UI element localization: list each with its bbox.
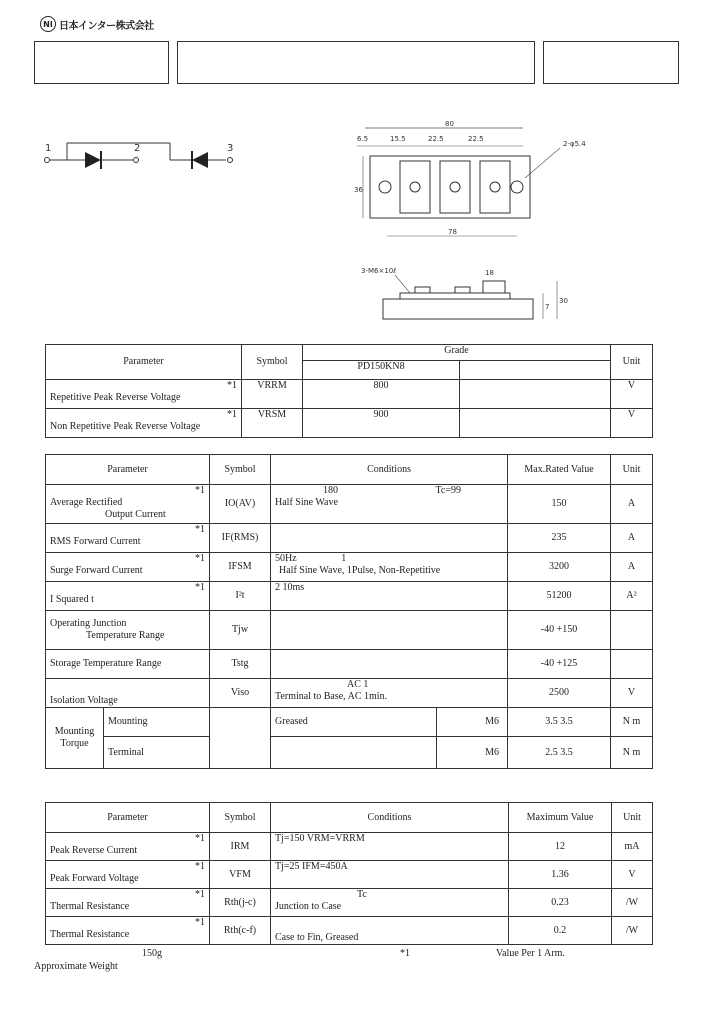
row-symbol: Viso xyxy=(210,679,271,708)
dim-total: 80 xyxy=(445,120,454,128)
pin-2-label: 2 xyxy=(134,143,141,154)
torque-part: Mounting xyxy=(104,708,210,737)
company-name: 日本インター株式会社 xyxy=(59,20,154,32)
row-value: 2500 xyxy=(508,679,611,708)
row-parameter: Surge Forward Current xyxy=(50,565,143,576)
row-unit: V xyxy=(611,380,653,409)
voltage-ratings-table xyxy=(45,344,653,438)
pin-2-terminal xyxy=(134,158,139,163)
row-value: -40 +125 xyxy=(508,650,611,679)
voltage-header-unit: Unit xyxy=(611,345,653,380)
table-row xyxy=(46,708,653,737)
ratings-header-unit: Unit xyxy=(611,455,653,485)
row-unit: A xyxy=(611,485,653,524)
table-row xyxy=(46,611,653,650)
row-mark: *1 xyxy=(227,409,237,420)
row-value: 150 xyxy=(508,485,611,524)
pin-1-terminal xyxy=(45,158,50,163)
row-value: 1.36 xyxy=(509,861,612,889)
row-value: 235 xyxy=(508,524,611,553)
table-row xyxy=(46,485,653,524)
row-condition-1: 2 10ms xyxy=(275,582,305,593)
row-condition-2: Half Sine Wave xyxy=(275,497,338,508)
row-condition-1b: 1 xyxy=(341,553,347,564)
table-row xyxy=(46,650,653,679)
table-row xyxy=(46,524,653,553)
row-value: 3200 xyxy=(508,553,611,582)
dim-d2: 15.5 xyxy=(390,135,406,143)
ratings-header-value: Max.Rated Value xyxy=(508,455,611,485)
torque-size: M6 xyxy=(437,737,508,769)
dim-h2: 7 xyxy=(545,303,550,311)
row-value: -40 +150 xyxy=(508,611,611,650)
row-condition: Tj=150 VRM=VRRM xyxy=(275,833,365,844)
row-symbol: Rth(c-f) xyxy=(210,917,271,945)
table-row xyxy=(46,582,653,611)
ratings-header-parameter: Parameter xyxy=(46,455,210,485)
table-row xyxy=(46,889,653,917)
row-mark: *1 xyxy=(195,889,205,900)
row-mark: *1 xyxy=(195,582,206,593)
package-base xyxy=(383,299,533,319)
row-parameter: Thermal Resistance xyxy=(50,901,130,912)
row-condition-1: 50Hz xyxy=(275,553,297,564)
row-parameter: Storage Temperature Range xyxy=(50,658,162,669)
row-condition: Junction to Case xyxy=(275,901,342,912)
row-symbol: Tjw xyxy=(210,611,271,650)
row-parameter: I Squared t xyxy=(50,594,94,605)
row-condition-2: Half Sine Wave, 1Pulse, Non-Repetitive xyxy=(279,565,441,576)
row-value: 0.23 xyxy=(509,889,612,917)
row-mark: *1 xyxy=(195,524,206,535)
row-parameter: Operating Junction xyxy=(50,618,127,629)
dim-screw: 3-M6×10ℓ xyxy=(361,267,397,275)
torque-part: Terminal xyxy=(104,737,210,769)
ratings-header-conditions: Conditions xyxy=(271,455,508,485)
header-box-left xyxy=(34,41,169,84)
row-parameter: Repetitive Peak Reverse Voltage xyxy=(50,392,181,403)
elec-header-conditions: Conditions xyxy=(271,803,509,833)
torque-condition xyxy=(271,737,437,769)
row-symbol: IO(AV) xyxy=(210,485,271,524)
row-parameter: RMS Forward Current xyxy=(50,536,141,547)
elec-header-unit: Unit xyxy=(612,803,653,833)
row-condition-1b: Tc=99 xyxy=(435,485,462,496)
package-side-view xyxy=(355,265,575,327)
row-symbol: VRRM xyxy=(242,380,303,409)
row-unit: V xyxy=(611,409,653,438)
row-condition-1: AC 1 xyxy=(347,679,369,690)
row-parameter: Peak Forward Voltage xyxy=(50,873,139,884)
voltage-header-parameter: Parameter xyxy=(46,345,242,380)
voltage-header-symbol: Symbol xyxy=(242,345,303,380)
row-value: 51200 xyxy=(508,582,611,611)
elec-header-value: Maximum Value xyxy=(509,803,612,833)
row-mark: *1 xyxy=(195,553,206,564)
row-condition-1: 180 xyxy=(323,485,339,496)
table-row xyxy=(46,917,653,945)
table-row xyxy=(46,380,653,409)
row-mark: *1 xyxy=(195,917,205,928)
row-symbol: IF(RMS) xyxy=(210,524,271,553)
row-symbol: IRM xyxy=(210,833,271,861)
table-row xyxy=(46,861,653,889)
torque-size: M6 xyxy=(437,708,508,737)
dim-h3: 30 xyxy=(559,297,568,305)
row-unit: A xyxy=(611,553,653,582)
torque-condition: Greased xyxy=(271,708,437,737)
row-condition: Tj=25 IFM=450A xyxy=(275,861,348,872)
torque-label-2: Torque xyxy=(60,738,89,749)
dim-h1: 18 xyxy=(485,269,494,277)
torque-value: 3.5 3.5 xyxy=(508,708,611,737)
row-condition: Case to Fin, Greased xyxy=(275,932,359,943)
max-ratings-table xyxy=(45,454,653,769)
ratings-header-symbol: Symbol xyxy=(210,455,271,485)
row-mark: *1 xyxy=(227,380,237,391)
header-box-center xyxy=(177,41,535,84)
row-parameter: Average Rectified xyxy=(50,497,123,508)
note-mark: *1 xyxy=(400,948,410,959)
pin-1-label: 1 xyxy=(45,143,52,154)
mount-hole-left xyxy=(379,181,391,193)
row-parameter: Non Repetitive Peak Reverse Voltage xyxy=(50,421,201,432)
row-parameter-line2: Temperature Range xyxy=(86,630,165,641)
dim-hole: 2-φ5.4 xyxy=(563,140,586,148)
row-value: 12 xyxy=(509,833,612,861)
row-symbol: VFM xyxy=(210,861,271,889)
row-value: 900 xyxy=(303,409,460,438)
table-row xyxy=(46,833,653,861)
row-mark: *1 xyxy=(195,485,206,496)
row-symbol: I²t xyxy=(210,582,271,611)
electrical-characteristics-table xyxy=(45,802,653,945)
table-row xyxy=(46,409,653,438)
torque-label-1: Mounting xyxy=(54,726,95,737)
diode-2-symbol xyxy=(192,152,208,168)
row-parameter: Thermal Resistance xyxy=(50,929,130,940)
row-unit: mA xyxy=(612,833,653,861)
elec-header-parameter: Parameter xyxy=(46,803,210,833)
row-parameter: Isolation Voltage xyxy=(50,695,118,706)
row-condition-2: Terminal to Base, AC 1min. xyxy=(275,691,388,702)
row-symbol: Rth(j-c) xyxy=(210,889,271,917)
torque-unit: N m xyxy=(611,737,653,769)
weight-value: 150g xyxy=(142,948,162,959)
row-symbol: IFSM xyxy=(210,553,271,582)
row-parameter: Peak Reverse Current xyxy=(50,845,138,856)
table-row xyxy=(46,679,653,708)
row-value: 0.2 xyxy=(509,917,612,945)
circuit-diagram xyxy=(30,135,260,185)
torque-unit: N m xyxy=(611,708,653,737)
dim-d1: 6.5 xyxy=(357,135,369,143)
dim-pitch: 78 xyxy=(448,228,457,236)
row-value: 800 xyxy=(303,380,460,409)
voltage-header-grade: Grade xyxy=(303,345,611,361)
pin-3-terminal xyxy=(228,158,233,163)
header-box-right xyxy=(543,41,679,84)
table-row xyxy=(46,553,653,582)
dim-d3: 22.5 xyxy=(428,135,444,143)
torque-value: 2.5 3.5 xyxy=(508,737,611,769)
voltage-header-part: PD150KN8 xyxy=(303,361,460,380)
row-unit: A xyxy=(611,524,653,553)
row-unit: V xyxy=(611,679,653,708)
row-unit: A² xyxy=(611,582,653,611)
elec-header-symbol: Symbol xyxy=(210,803,271,833)
dim-d4: 22.5 xyxy=(468,135,484,143)
package-top-view xyxy=(345,118,605,243)
row-unit: V xyxy=(612,861,653,889)
row-symbol: Tstg xyxy=(210,650,271,679)
row-unit: /W xyxy=(612,917,653,945)
mount-hole-right xyxy=(511,181,523,193)
note-text: Value Per 1 Arm. xyxy=(496,948,565,959)
dim-height: 36 xyxy=(354,186,363,194)
logo-mark: NI xyxy=(40,16,56,32)
weight-label: Approximate Weight xyxy=(34,961,118,972)
row-mark: *1 xyxy=(195,833,205,844)
row-mark: *1 xyxy=(195,861,205,872)
table-row xyxy=(46,737,653,769)
pin-3-label: 3 xyxy=(227,143,234,154)
row-condition-top: Tc xyxy=(357,889,367,900)
diode-1-symbol xyxy=(85,152,101,168)
row-unit: /W xyxy=(612,889,653,917)
company-logo xyxy=(40,16,154,32)
row-parameter-line2: Output Current xyxy=(105,509,166,520)
row-symbol: VRSM xyxy=(242,409,303,438)
